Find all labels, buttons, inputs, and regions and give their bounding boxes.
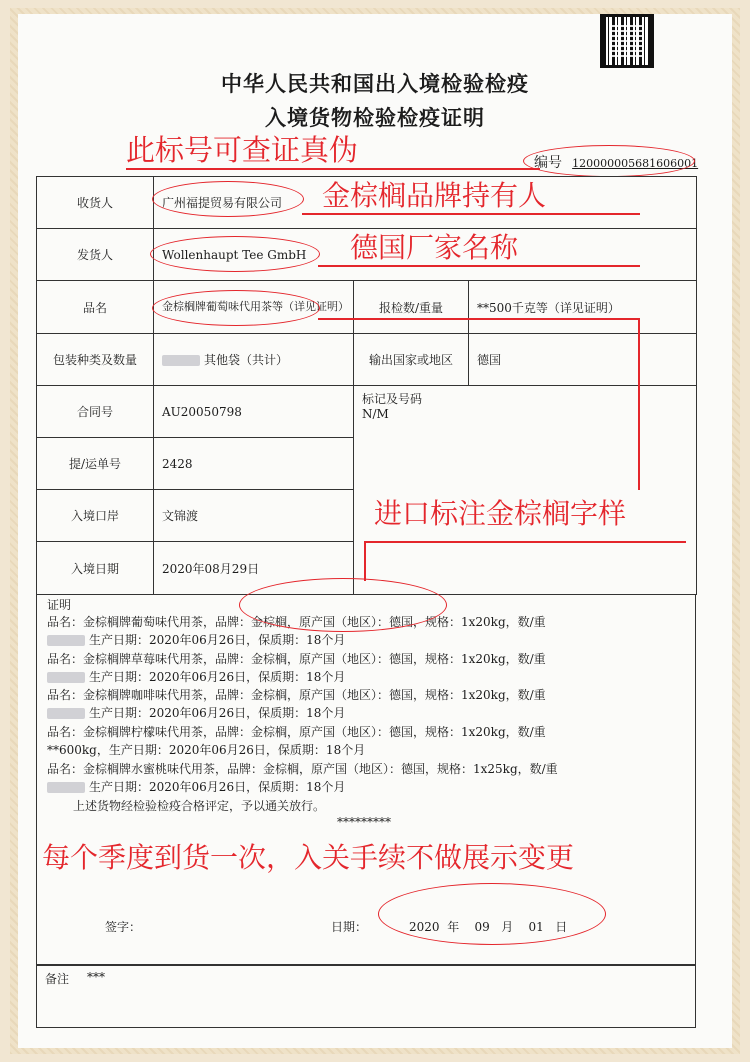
weight-label: 报检数/重量: [354, 281, 469, 334]
title-line-1: 中华人民共和国出入境检验检疫: [221, 72, 529, 96]
consignor-value: Wollenhaupt Tee GmbH: [154, 229, 697, 281]
package-value: 其他袋（共计）: [204, 353, 289, 367]
annotation-verify: 此标号可查证真伪: [126, 133, 359, 167]
goods-circle: [152, 290, 320, 326]
annotation-underline: [318, 318, 640, 320]
annotation-consignor: 德国厂家名称: [350, 231, 519, 264]
marks-label: 标记及号码: [362, 392, 423, 406]
certificate-line: 品名：金棕榈牌水蜜桃味代用茶，品牌：金棕榈，原产国（地区）：德国，规格：1x25kg，数/重: [47, 762, 558, 776]
date-circle: [378, 883, 606, 945]
consignee-circle: [152, 181, 304, 217]
certificate-conclusion: 上述货物经检验检疫合格评定，予以通关放行。: [73, 799, 326, 813]
package-label: 包装种类及数量: [37, 334, 154, 386]
annotation-connector: [638, 318, 640, 490]
bl-value: 2428: [154, 438, 354, 490]
entry-date-value: 2020年08月29日: [154, 542, 354, 595]
consignor-circle: [150, 236, 320, 272]
certificate-line: 品名：金棕榈牌草莓味代用茶，品牌：金棕榈，原产国（地区）：德国，规格：1x20kg，数/重: [47, 652, 546, 666]
consignor-label: 发货人: [37, 229, 154, 281]
annotation-underline: [302, 213, 640, 215]
annotation-underline: [318, 265, 640, 267]
contract-label: 合同号: [37, 386, 154, 438]
brand-circle: [239, 578, 447, 632]
annotation-underline: [366, 541, 686, 543]
redacted-mark: [47, 782, 85, 793]
bl-label: 提/运单号: [37, 438, 154, 490]
certificate-heading: 证明: [47, 598, 72, 612]
port-value: 文锦渡: [154, 490, 354, 542]
goods-label: 品名: [37, 281, 154, 334]
certificate-line: **600kg，生产日期：2020年06月26日，保质期：18个月: [47, 743, 366, 757]
redacted-mark: [47, 672, 85, 683]
annotation-consignee: 金棕榈品牌持有人: [322, 179, 547, 212]
cert-number-circle: [523, 145, 695, 177]
consignee-value: 广州福提贸易有限公司: [154, 177, 697, 229]
annotation-connector: [364, 541, 366, 581]
consignee-label: 收货人: [37, 177, 154, 229]
annotation-quarterly: 每个季度到货一次，入关手续不做展示变更: [42, 841, 575, 874]
contract-value: AU20050798: [154, 386, 354, 438]
redacted-mark: [47, 635, 85, 646]
redacted-mark: [162, 355, 200, 366]
marks-value: N/M: [362, 407, 389, 421]
sign-label: 签字：: [105, 920, 142, 934]
cert-number-label: 编号: [534, 155, 562, 171]
redacted-mark: [47, 708, 85, 719]
certificate-line-blurred: 生产日期：2020年06月26日，保质期：18个月: [47, 704, 345, 721]
marks-cell: [354, 386, 697, 595]
certificate-line: 品名：金棕榈牌葡萄味代用茶，品牌：金棕榈，原产国（地区）：德国，规格：1x20kg，数/重: [47, 615, 546, 629]
origin-value: 德国: [469, 334, 697, 386]
sign-year: 2020 年 09 月 01 日: [409, 920, 568, 934]
certificate-line-blurred: 生产日期：2020年06月26日，保质期：18个月: [47, 778, 345, 795]
certificate-line: 品名：金棕榈牌咖啡味代用茶，品牌：金棕榈，原产国（地区）：德国，规格：1x20kg，数/重: [47, 688, 546, 702]
port-label: 入境口岸: [37, 490, 154, 542]
certificate-line: 品名：金棕榈牌柠檬味代用茶，品牌：金棕榈，原产国（地区）：德国，规格：1x20kg，数/重: [47, 725, 546, 739]
entry-date-label: 入境日期: [37, 542, 154, 595]
annotation-import-mark: 进口标注金棕榈字样: [374, 497, 627, 530]
sign-date-label: 日期：: [331, 920, 368, 934]
package-cell: [154, 334, 354, 386]
certificate-stars: *********: [337, 815, 391, 829]
remarks-label: 备注: [45, 972, 70, 986]
certificate-line-blurred: 生产日期：2020年06月26日，保质期：18个月: [47, 668, 345, 685]
goods-value: 金棕榈牌葡萄味代用茶等（详见证明）: [154, 281, 354, 334]
weight-value: **500千克等（详见证明）: [469, 281, 697, 334]
cert-number-value: 120000005681606001: [572, 157, 699, 170]
certificate-line-blurred: 生产日期：2020年06月26日，保质期：18个月: [47, 631, 345, 648]
origin-label: 输出国家或地区: [354, 334, 469, 386]
qr-code-icon: [600, 14, 654, 68]
title-line-2: 入境货物检验检疫证明: [265, 106, 485, 130]
remarks-section: [36, 965, 696, 1028]
annotation-underline: [126, 168, 540, 170]
remarks-value: ***: [87, 970, 105, 984]
